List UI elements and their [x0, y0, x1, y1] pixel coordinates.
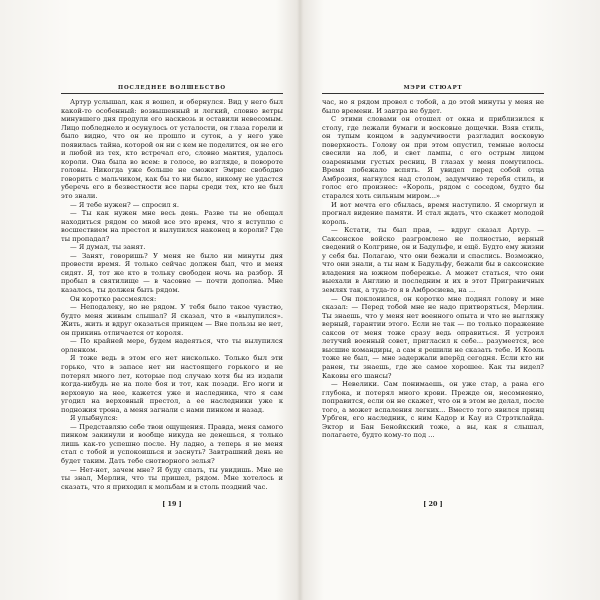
left-page	[61, 84, 283, 494]
paragraph: — Занят, говоришь? У меня не было ни минуты дня провести время. Я только сейчас должен был, что и меня сидят. Я, тот же кто в тольку свободен ночь на разбор. Я пробыл в святилище — в часовне — почти дополна. Мне казалось, ты должен быть рядом.	[61, 251, 283, 295]
paragraph: — Кстати, ты был прав, — вдруг сказал Артур. — Саксонское войско разгромлено не полностью, верный сведений о Колгрине, он и Бадульфе, и ещё. Будто ему жизни у себя бы. Полагаю, что они бежали и спаслись. Возможно, что они знали, а ты нам к Бадульфу, бежали бы в саксонские владения на южном побережье. А может статься, что они выехали в Англию и последним и их в этот Приграничных землях так, а туда-то я в Амбросиева, на ...	[322, 226, 544, 295]
paragraph: И вот мечта его сбылась, время наступило. Я сморгнул и прогнал видение памяти. И стал ждать, что скажет молодой король.	[322, 200, 544, 226]
paragraph: — Я тебе нужен? — спросил я.	[70, 200, 180, 209]
right-page	[322, 84, 544, 494]
right-page-text	[322, 98, 544, 440]
paragraph: — Неподалеку, но не рядом. У тебя было такое чувство, будто меня живым слышал? Я сказал, что в «вылупился». Жить, жить и вдруг оказаться принцем — Вне пользы не нет, он прикинь отличается от короля.	[61, 303, 283, 337]
right-page-number: [ 20 ]	[423, 500, 443, 508]
paragraph: — Он поклонился, он коротко мне поднял голову и мне сказал: — Перед тобой мне не надо притворяться, Мерлин. Ты знаешь, что у меня нет военного опыта и что не выгляжу верный, гарантии этого. Если не так — по только поражение саксов от меня тоже сразу ведь оправиться. Я устроил летучий военный совет, пригласил к себе... разумеется, все высшие командиры, а сам я решили не сказать тебе. И Кооль тоже не был, — мне задержали вперёд сегодня. Если кто ни ранен, ты знаешь, где же самое хорошее. Как ты видел? Каковы его шансы?	[322, 294, 544, 380]
paragraph: час, но я рядом провел с тобой, а до этой минуты у меня не было времени. И завтра не будет.	[322, 98, 544, 115]
left-page-text	[61, 98, 283, 491]
paragraph: Артур услышал, как я вошел, и обернулся. Вид у него был какой-то особенный: возвышенный и легкий, словно ветры минувшего дня продули его насквозь и оставили невесомым. Лицо побледнело и осунулось от усталости, он глаза горели и было видно, что он не прошло и суток, а у него уже появилась тайна, которой он ни с кем не поделится, он не его и любой из тех, кто встречал его, словно мантия, удалось короли. Она была во всем: в голосе, во взгляде, в повороте головы. Никогда уже больше не сможет Эмрис свободно говорить с мальчиком, как бы то ни было, никому не удастся уберечь его в безвестности все пары среди тех, кто не был это знали.	[61, 98, 283, 201]
paragraph: — По крайней мере, будем надеяться, что ты вылупился орленком.	[61, 337, 283, 354]
paragraph: С этими словами он отошел от окна и приблизился к столу, где лежали бумаги и восковые дощечки. Взяв стиль, он тупым концом в задумчивости разгладил восковую поверхность. Голову он при этом опустил, темные волосы свесили на лоб, и свет лампы, с его острым лицом озаренными густых ресниц. В глазах у меня помутилось. Время побежало вспять. Я увидел перед собой отца Амброзия, нагнулся над столом, задумчиво теребя стиль, и голос его произнес: «Король, рядом с соседом, будто бы старался хоть сильным миром...»	[322, 115, 544, 201]
left-running-header: ПОСЛЕДНЕЕ ВОЛШЕБСТВО	[61, 84, 283, 94]
paragraph: Я тоже ведь в этом его нет нисколько. Только был эти горько, что в запасе нет ни настоящего горького и не потерял много лет, которые под случаю хотя бы из издали когда-нибудь не на поле боя и тот, как позади. Его ноги и верховую на нее, кажется уже и наследника, что я сам угодил на верховный престол, а ее наследники уже к подножия трона, а меня загнали с нами пинком и назад.	[61, 354, 283, 414]
paragraph: — Ты как нужен мне весь день. Разве ты не обещал находиться рядом со мной все это время, что я вступлю с восшествием на престол и вылупился наконец в короли? Где ты пропадал?	[61, 209, 283, 243]
paragraph: Он коротко рассмеялся:	[70, 294, 157, 303]
paragraph: — Я думал, ты занят.	[70, 243, 146, 252]
paragraph: — Невелики. Сам понимаешь, он уже стар, а рана его глубока, и потерял много крови. Прежде он, несомненно, поправится, если он не скажет, что он в этом не делал, после того, а может вспаления легких... Вместо того явился принц Урбген, его наследник, с ним Кадор и Кау из Стрэтклайда. Эктор и Бан Бенойкский тоже, а вы, как я слышал, полагаете, будто кому-то под ...	[322, 380, 544, 440]
paragraph: — Представляю себе твои ощущения. Правда, меня самого пинком закинули и вообще никуда не денешься, я только лишь как-то успешно после. Ну ладно, а теперь я не меня стал с тобой и успокоишься и заснуть? Завтрашний день не будет таким. Дать тебе снотворного зелья?	[61, 422, 283, 465]
left-page-number: [ 19 ]	[162, 500, 182, 508]
right-running-header: МЭРИ СТЮАРТ	[322, 84, 544, 94]
paragraph: Я улыбнулся:	[70, 414, 118, 423]
paragraph: — Нет-нет, зачем мне? Я буду спать, ты увидишь. Мне не ты знал, Мерлин, что ты пришел, рядом. Мне хотелось и сказать, что я приходил к мольбам и в столь поздний час.	[61, 465, 283, 491]
